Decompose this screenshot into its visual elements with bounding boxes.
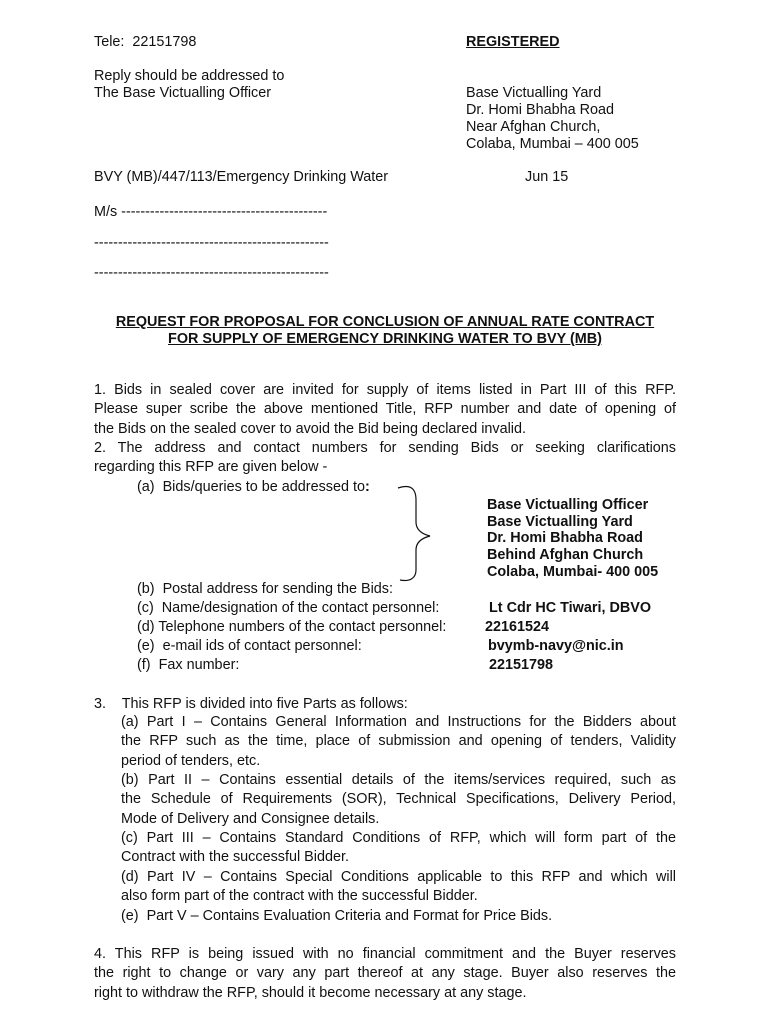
address-line: Base Victualling Yard [466, 85, 602, 101]
part-iv-description [121, 868, 676, 907]
paragraph-line: the RFP such as the time, place of submission and opening of tenders, Validity [121, 733, 676, 750]
contact-fax: 22151798 [489, 657, 554, 673]
paragraph-line: (a) Part I – Contains General Information and Instructions for the Bidders about [121, 714, 676, 730]
paragraph-line: the Schedule of Requirements (SOR), Technical Specifications, Delivery Period, [121, 791, 676, 808]
address-line: Colaba, Mumbai – 400 005 [466, 136, 639, 152]
paragraph-2 [94, 439, 676, 478]
address-block-line: Colaba, Mumbai- 400 005 [487, 564, 659, 580]
part-v-description: (e) Part V – Contains Evaluation Criteria and Format for Price Bids. [121, 908, 553, 924]
contact-item-a-colon: : [364, 479, 370, 495]
paragraph-3-intro: 3. This RFP is divided into five Parts as follows: [94, 696, 408, 712]
part-ii-description [121, 771, 676, 829]
contact-person-name: Lt Cdr HC Tiwari, DBVO [489, 600, 652, 616]
reply-line-1: Reply should be addressed to [94, 68, 285, 84]
paragraph-line: the Bids on the sealed cover to avoid the Bid being declared invalid. [94, 420, 527, 437]
address-block-line: Base Victualling Yard [487, 514, 633, 530]
paragraph-1 [94, 381, 676, 439]
contact-item-c: (c) Name/designation of the contact personnel: [137, 600, 440, 616]
document-title-line-2: FOR SUPPLY OF EMERGENCY DRINKING WATER TO BVY (MB) [168, 331, 602, 347]
contact-item-a [137, 478, 370, 496]
contact-telephone: 22161524 [485, 619, 550, 635]
address-line: Dr. Homi Bhabha Road [466, 102, 614, 118]
contact-item-e: (e) e-mail ids of contact personnel: [137, 638, 362, 654]
address-block-line: Dr. Homi Bhabha Road [487, 530, 643, 546]
paragraph-line: period of tenders, etc. [121, 752, 261, 769]
paragraph-line: regarding this RFP are given below - [94, 459, 328, 476]
curly-brace-icon [396, 482, 436, 582]
part-i-description [121, 713, 676, 771]
contact-item-f: (f) Fax number: [137, 657, 240, 673]
paragraph-line: Mode of Delivery and Consignee details. [121, 810, 380, 827]
contact-item-a-label: (a) Bids/queries to be addressed to [137, 479, 365, 495]
paragraph-line: right to withdraw the RFP, should it become necessary at any stage. [94, 984, 527, 1001]
paragraph-line: Please super scribe the above mentioned Title, RFP number and date of opening of [94, 401, 676, 418]
paragraph-line: (c) Part III – Contains Standard Conditions of RFP, which will form part of the [121, 830, 676, 846]
paragraph-line: (b) Part II – Contains essential details of the items/services required, such as [121, 772, 676, 788]
address-block-line: Behind Afghan Church [487, 547, 644, 563]
paragraph-line: Contract with the successful Bidder. [121, 849, 349, 866]
addressee-ms-line: M/s ------------------------------------------- [94, 204, 328, 220]
paragraph-line: 2. The address and contact numbers for sending Bids or seeking clarifications [94, 440, 676, 456]
document-title-line-1: REQUEST FOR PROPOSAL FOR CONCLUSION OF ANNUAL RATE CONTRACT [115, 314, 655, 330]
paragraph-line: 1. Bids in sealed cover are invited for supply of items listed in Part III of this RFP. [94, 382, 676, 398]
addressee-blank-line: ------------------------------------------------- [94, 235, 329, 251]
addressee-blank-line: ------------------------------------------------- [94, 265, 329, 281]
contact-item-b: (b) Postal address for sending the Bids: [137, 581, 393, 597]
paragraph-line: also form part of the contract with the successful Bidder. [121, 888, 478, 905]
address-block-line: Base Victualling Officer [487, 497, 649, 513]
address-line: Near Afghan Church, [466, 119, 601, 135]
contact-item-d: (d) Telephone numbers of the contact personnel: [137, 619, 447, 635]
paragraph-line: (d) Part IV – Contains Special Conditions applicable to this RFP and which will [121, 869, 676, 885]
paragraph-line: 4. This RFP is being issued with no financial commitment and the Buyer reserves [94, 946, 676, 962]
reference-number: BVY (MB)/447/113/Emergency Drinking Water [94, 169, 389, 185]
paragraph-4 [94, 945, 676, 1003]
reply-line-2: The Base Victualling Officer [94, 85, 272, 101]
letter-date: Jun 15 [525, 169, 569, 185]
part-iii-description [121, 829, 676, 868]
registered-label: REGISTERED [466, 34, 560, 50]
paragraph-line: the right to change or vary any part thereof at any stage. Buyer also reserves the [94, 965, 676, 982]
contact-email: bvymb-navy@nic.in [488, 638, 624, 654]
telephone-line: Tele: 22151798 [94, 34, 197, 50]
